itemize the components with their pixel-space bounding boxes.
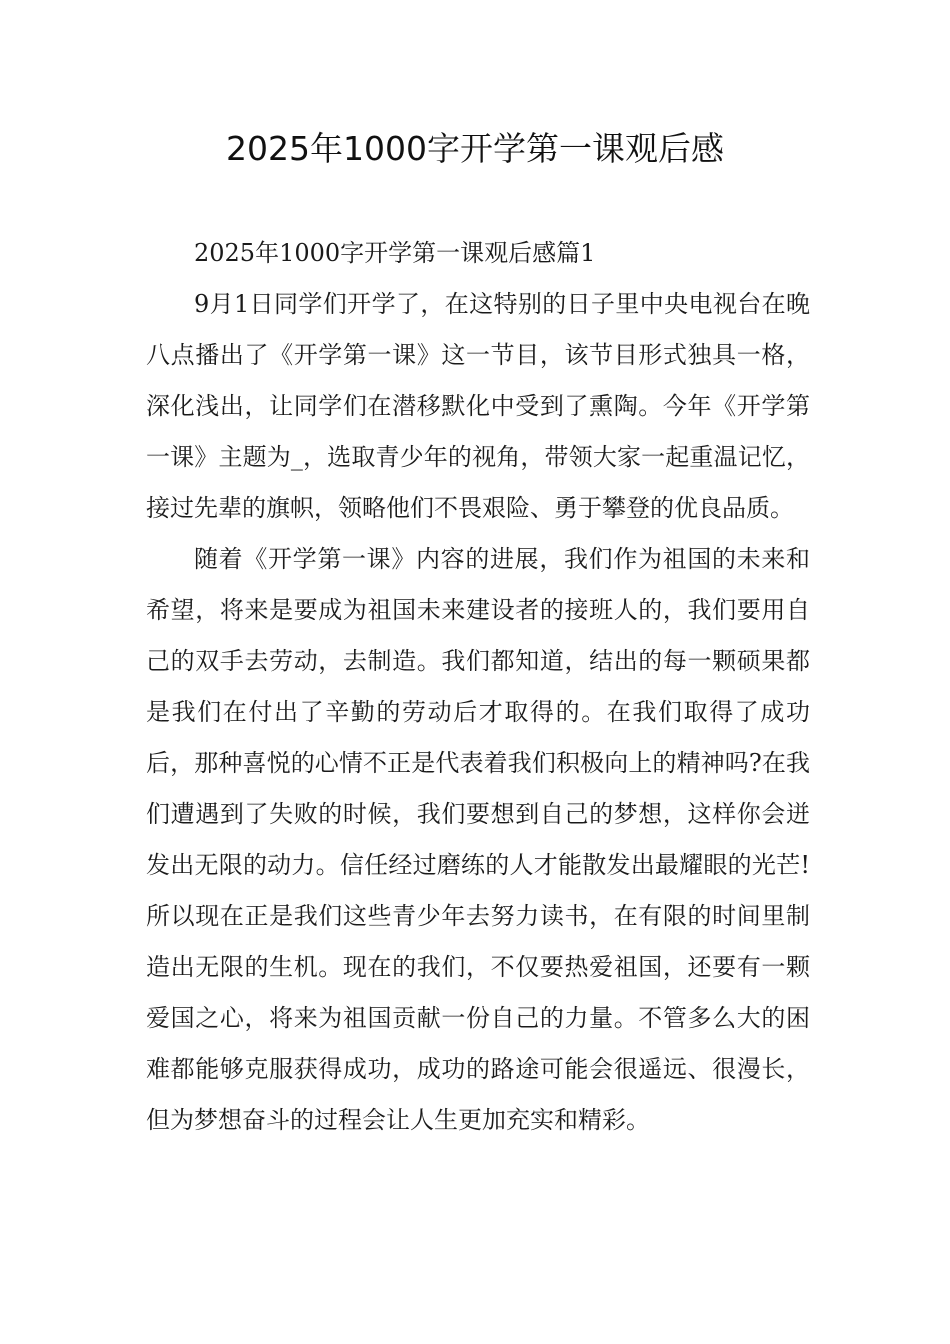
document-title: 2025年1000字开学第一课观后感 [226,129,724,168]
paragraph-1: 9月1日同学们开学了，在这特别的日子里中央电视台在晚八点播出了《开学第一课》这一节目，该节目形式独具一格，深化浅出，让同学们在潜移默化中受到了熏陶。今年《开学第一课》主题为_，选取青少年的视角，带领大家一起重温记忆，接过先辈的旗帜，领略他们不畏艰险、勇于攀登的优良品质。 [146,290,810,522]
document-body [146,228,810,1146]
paragraph-2: 随着《开学第一课》内容的进展，我们作为祖国的未来和希望，将来是要成为祖国未来建设者的接班人的，我们要用自己的双手去劳动，去制造。我们都知道，结出的每一颗硕果都是我们在付出了辛勤的劳动后才取得的。在我们取得了成功后，那种喜悦的心情不正是代表着我们积极向上的精神吗?在我们遭遇到了失败的时候，我们要想到自己的梦想，这样你会迸发出无限的动力。信任经过磨练的人才能散发出最耀眼的光芒!所以现在正是我们这些青少年去努力读书，在有限的时间里制造出无限的生机。现在的我们，不仅要热爱祖国，还要有一颗爱国之心，将来为祖国贡献一份自己的力量。不管多么大的困难都能够克服获得成功，成功的路途可能会很遥远、很漫长，但为梦想奋斗的过程会让人生更加充实和精彩。 [146,545,810,1134]
section-heading: 2025年1000字开学第一课观后感篇1 [194,239,596,267]
